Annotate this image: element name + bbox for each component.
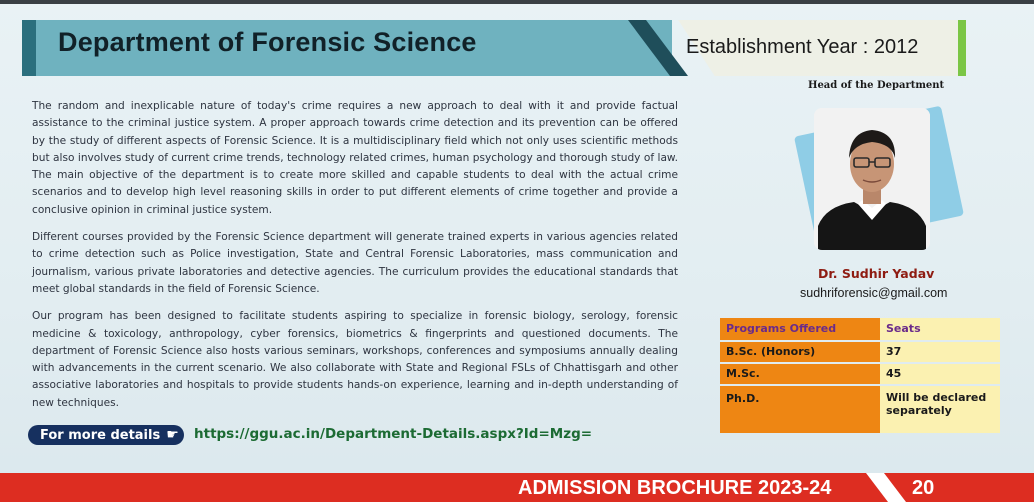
hod-label: Head of the Department [808,80,945,91]
hod-email: sudhriforensic@gmail.com [800,286,948,300]
hod-name: Dr. Sudhir Yadav [818,266,935,281]
table-header-row [720,318,1000,340]
program-name: B.Sc. (Honors) [720,342,880,362]
paragraph: The random and inexplicable nature of today's crime requires a new approach to deal with it and provide factual assistance to the criminal justice system. A proper approach towards crime detection and its prevention can be offered by the study of different aspects of Forensic Science. It is a multidisciplinary field which not only uses scientific methods but also involves study of current crime trends, technology related crimes, human psychology and thorough study of law. The main objective of the department is to create more skilled and capable students to deal with the actual crime scenarios and to develop high level reasoning skills in order to put different elements of crime together and provide a conclusive opinion in criminal justice system. [32,100,678,216]
programs-table [720,316,1000,435]
title-band-accent [22,20,36,76]
more-details-label: For more details [40,427,161,443]
brochure-title: ADMISSION BROCHURE 2023-24 [518,477,832,499]
more-details-button[interactable] [28,425,184,445]
table-row [720,386,1000,433]
header-programs: Programs Offered [720,318,880,340]
program-name: M.Sc. [720,364,880,384]
department-description [32,98,678,422]
program-seats: Will be declared separately [880,386,1000,433]
program-name: Ph.D. [720,386,880,433]
establishment-year: Establishment Year : 2012 [686,36,919,58]
department-title: Department of Forensic Science [58,27,477,57]
page-number: 20 [912,477,935,499]
paragraph: Different courses provided by the Forensic Science department will generate trained experts in various agencies related to crime detection such as Police investigation, State and Central Forensic Laboratories, mass communication and journalism, various private laboratories and detective agencies. The curriculum provides the educational standards that meet global standards in the field of Forensic Science. [32,231,678,295]
program-seats: 37 [880,342,1000,362]
table-row [720,342,1000,362]
table-row [720,364,1000,384]
establishment-accent-bar [958,20,966,76]
department-details-link[interactable]: https://ggu.ac.in/Department-Details.aspx?Id=Mzg= [194,426,593,442]
paragraph: Our program has been designed to facilitate students aspiring to specialize in forensic biology, serology, forensic medicine & toxicology, anthropology, cyber forensics, biometrics & fingerprints and questioned documents. The department of Forensic Science also hosts various seminars, workshops, conferences and symposiums annually dealing with advancements in the current scenario. We also collaborate with State and Regional FSLs of Chhattisgarh and other associative laboratories and hospitals to provide students hands-on experience, learning and in-depth understanding of new techniques. [32,310,678,409]
hod-photo [814,108,930,250]
top-strip [0,0,1034,4]
program-seats: 45 [880,364,1000,384]
header-seats: Seats [880,318,1000,340]
pointing-hand-icon: ☛ [166,427,179,443]
